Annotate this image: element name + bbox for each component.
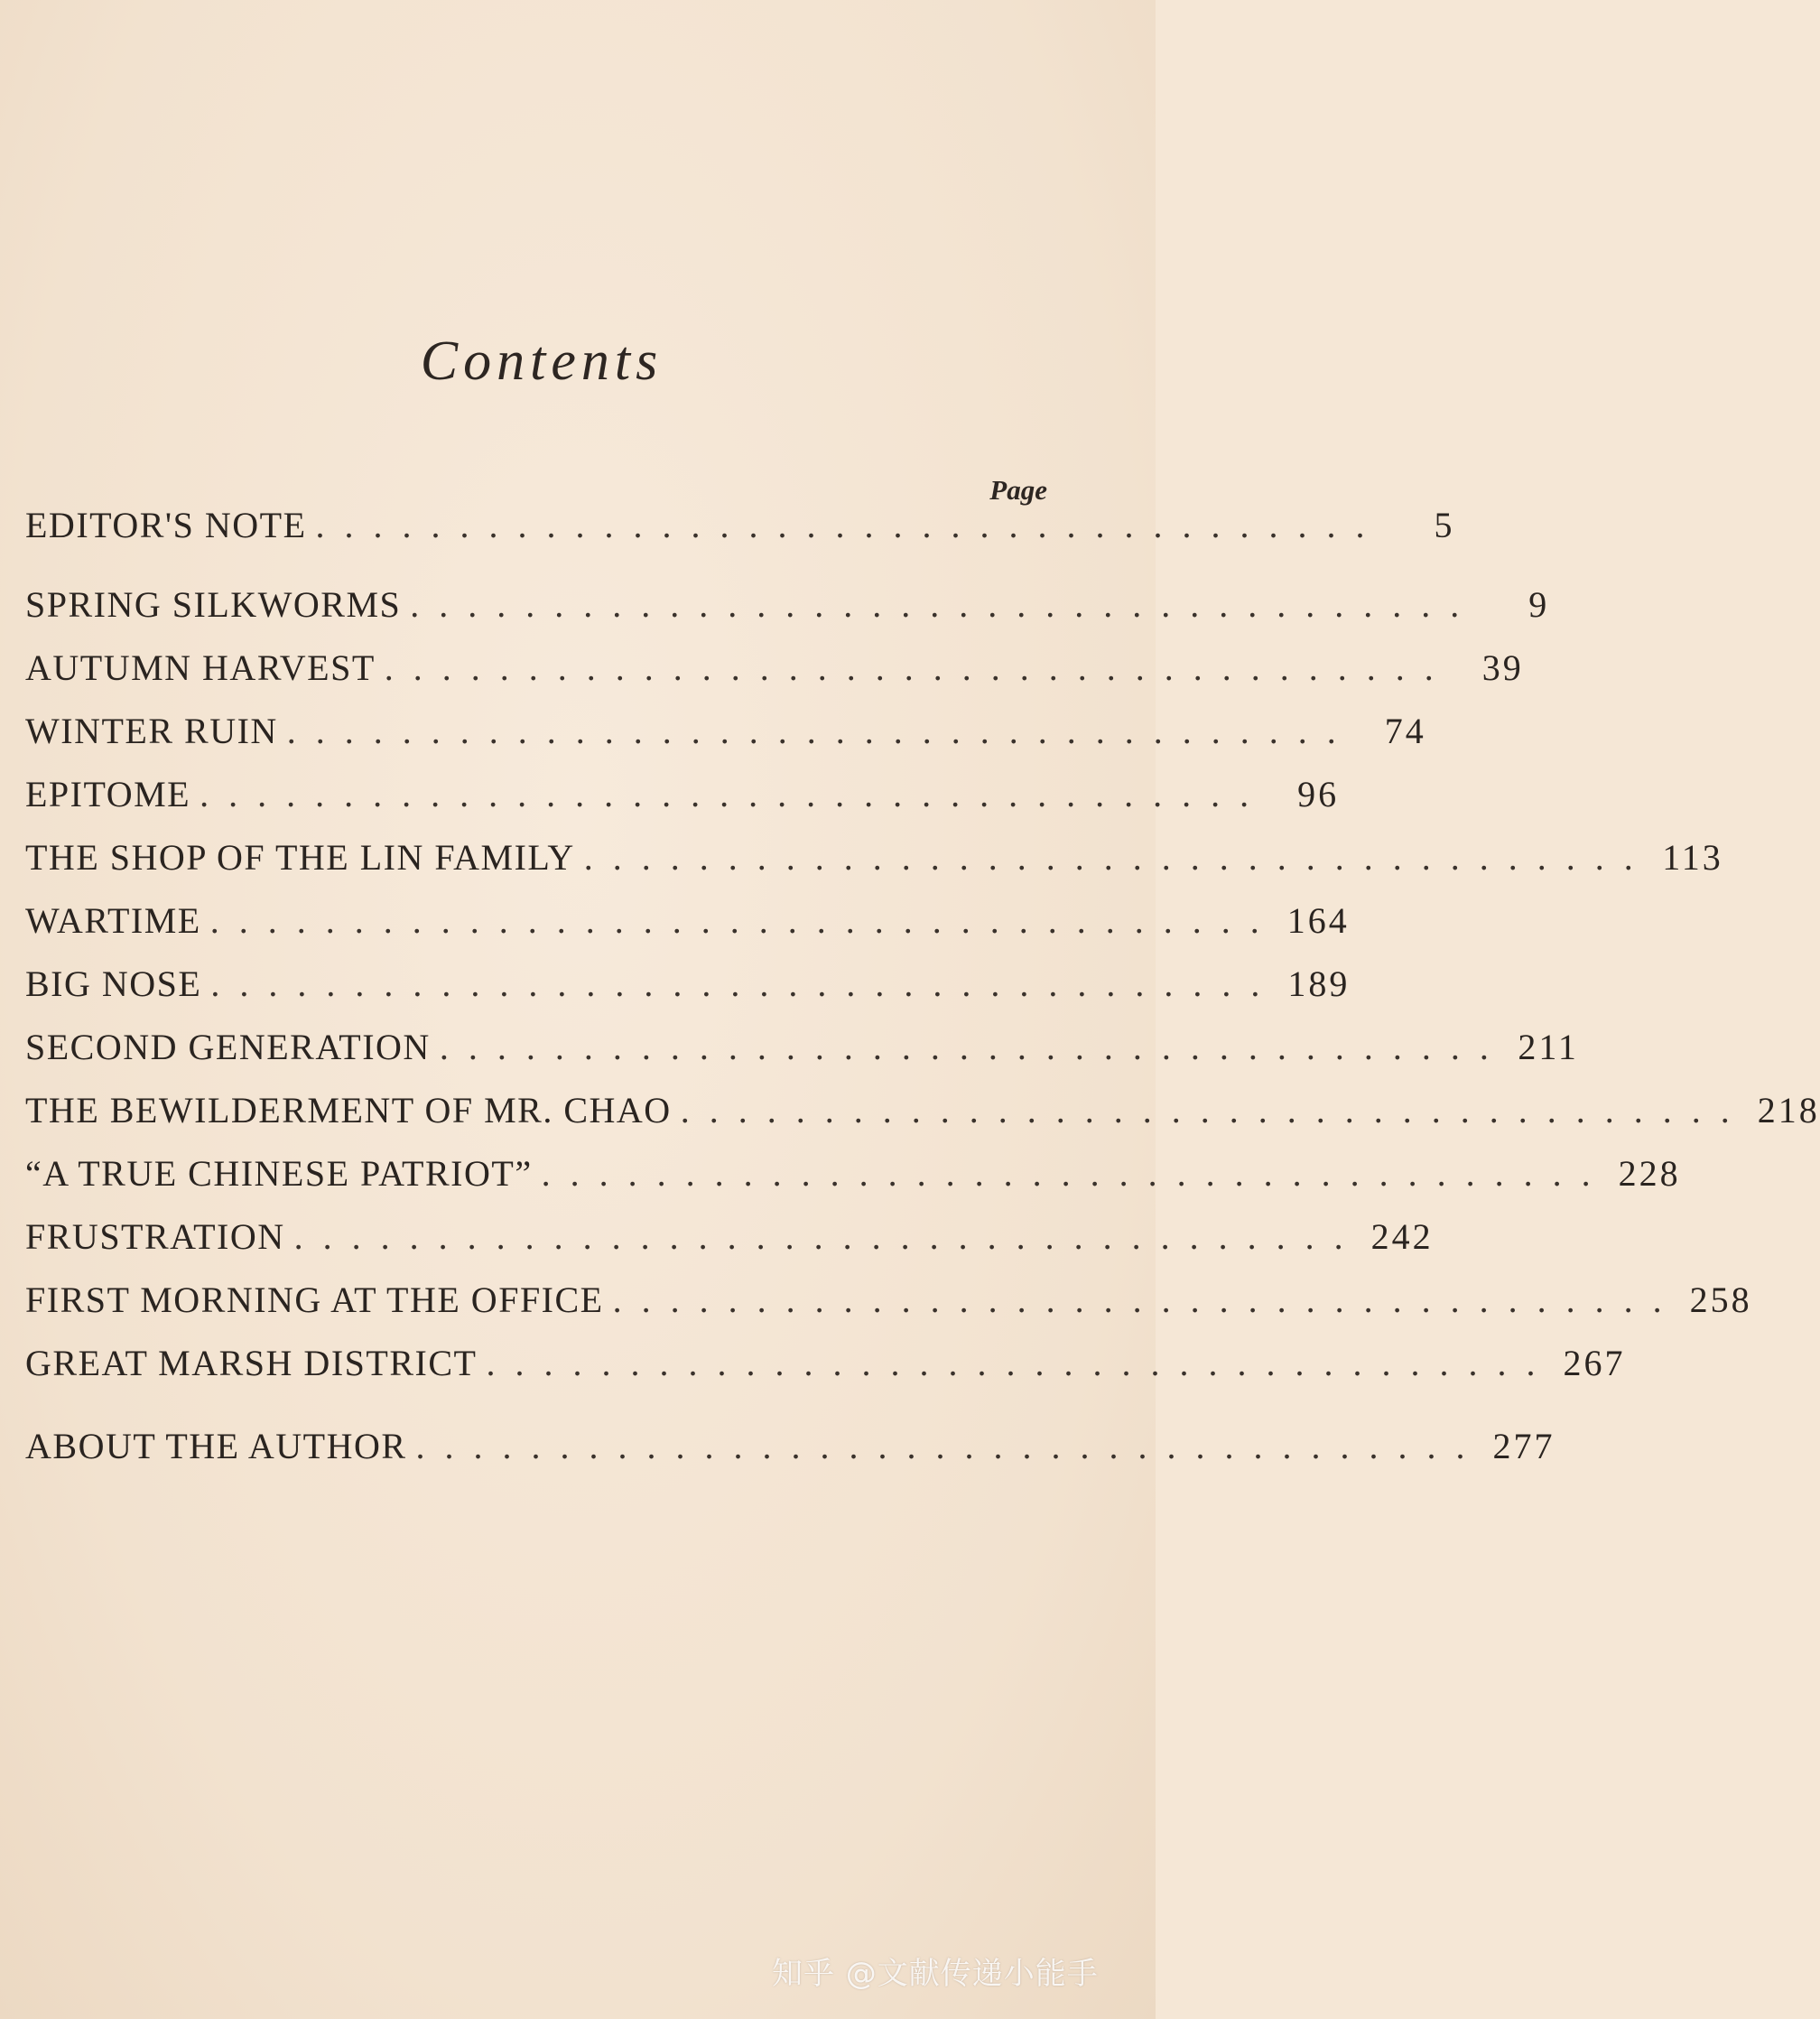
- leader-dots: .....................................: [210, 963, 1280, 1004]
- toc-entry-title: FRUSTRATION: [25, 1216, 285, 1257]
- toc-entry-page: 242: [1370, 1216, 1434, 1257]
- toc-entry-title: SPRING SILKWORMS: [25, 584, 402, 625]
- toc-entry-page: 164: [1286, 900, 1350, 941]
- leader-dots: .....................................: [315, 505, 1385, 545]
- toc-entry-page: 189: [1287, 963, 1351, 1004]
- toc-entry-title: AUTUMN HARVEST: [25, 647, 376, 688]
- toc-entry-page: 113: [1662, 837, 1723, 878]
- leader-dots: .....................................: [415, 1426, 1485, 1466]
- toc-entry-spring-silkworms: [25, 583, 1550, 647]
- leader-dots: .....................................: [486, 1343, 1555, 1383]
- toc-entry-title: FIRST MORNING AT THE OFFICE: [25, 1279, 604, 1320]
- toc-entry-epitome: [25, 773, 1340, 836]
- toc-entry-title: SECOND GENERATION: [25, 1027, 431, 1067]
- leader-dots: .....................................: [410, 584, 1480, 625]
- leader-dots: .....................................: [680, 1090, 1750, 1130]
- toc-entry-page: 228: [1618, 1153, 1681, 1194]
- leader-dots: .....................................: [200, 774, 1269, 814]
- leader-dots: .....................................: [209, 900, 1279, 941]
- leader-dots: .....................................: [439, 1027, 1509, 1067]
- toc-entry-page: 258: [1689, 1279, 1752, 1320]
- toc-entry-true-chinese-patriot: [25, 1152, 1681, 1215]
- toc-entry-title: THE SHOP OF THE LIN FAMILY: [25, 837, 575, 878]
- toc-entry-big-nose: [25, 963, 1351, 1026]
- toc-entry-page: 39: [1481, 647, 1524, 688]
- leader-dots: .....................................: [384, 647, 1453, 688]
- toc-entry-second-generation: [25, 1026, 1579, 1089]
- toc-entry-page: 9: [1528, 584, 1550, 625]
- page-column-label: Page: [989, 474, 1047, 506]
- toc-entry-title: WARTIME: [25, 900, 201, 941]
- toc-entry-title: WINTER RUIN: [25, 711, 278, 751]
- toc-entry-page: 277: [1492, 1426, 1555, 1466]
- toc-entry-title: EPITOME: [25, 774, 191, 814]
- toc-entry-editors-note: [25, 504, 1455, 567]
- toc-entry-page: 218: [1757, 1090, 1820, 1130]
- leader-dots: .....................................: [541, 1153, 1611, 1194]
- toc-entry-wartime: [25, 899, 1350, 963]
- toc-entry-mr-chao: [25, 1089, 1820, 1152]
- toc-entry-title: THE BEWILDERMENT OF MR. CHAO: [25, 1090, 672, 1130]
- toc-entry-lin-family: [25, 836, 1723, 899]
- source-watermark: 知乎 @文献传递小能手: [772, 1956, 1099, 1992]
- toc-entry-about-author: [25, 1425, 1555, 1488]
- toc-entry-title: ABOUT THE AUTHOR: [25, 1426, 407, 1466]
- toc-entry-great-marsh: [25, 1342, 1626, 1405]
- toc-entry-page: 211: [1518, 1027, 1579, 1067]
- leader-dots: .....................................: [583, 837, 1653, 878]
- contents-title: Contents: [420, 330, 664, 392]
- toc-entry-winter-ruin: [25, 710, 1426, 773]
- toc-entry-title: GREAT MARSH DISTRICT: [25, 1343, 478, 1383]
- toc-entry-autumn-harvest: [25, 647, 1524, 710]
- leader-dots: .....................................: [286, 711, 1356, 751]
- table-of-contents: [25, 504, 1820, 1488]
- toc-entry-page: 267: [1563, 1343, 1626, 1383]
- toc-entry-title: “A TRUE CHINESE PATRIOT”: [25, 1153, 533, 1194]
- toc-entry-first-morning: [25, 1279, 1752, 1342]
- toc-entry-title: EDITOR'S NOTE: [25, 505, 307, 545]
- toc-entry-frustration: [25, 1215, 1434, 1279]
- toc-entry-page: 96: [1297, 774, 1340, 814]
- leader-dots: .....................................: [612, 1279, 1682, 1320]
- toc-entry-page: 74: [1384, 711, 1426, 751]
- toc-entry-title: BIG NOSE: [25, 963, 202, 1004]
- leader-dots: .....................................: [293, 1216, 1363, 1257]
- toc-entry-page: 5: [1434, 505, 1455, 545]
